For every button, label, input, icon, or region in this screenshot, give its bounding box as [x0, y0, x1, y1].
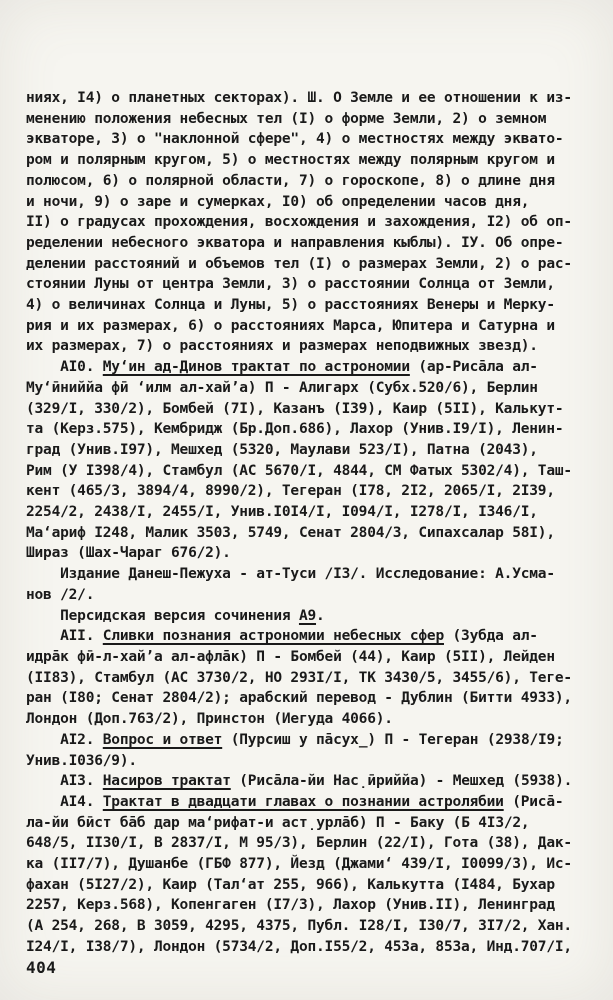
- text-segment: 2257, Керз.568), Копенгаген (I7/3), Лахор (Унив.II), Ленинград: [26, 897, 555, 914]
- text-segment: Персидская версия сочинения: [26, 607, 299, 624]
- text-block: [26, 88, 601, 958]
- text-line: [26, 171, 601, 192]
- underlined-text-segment: Насиров трактат: [102, 773, 231, 790]
- text-segment: их размерах, 7) о расстояниях и размерах неподвижных звезд).: [26, 338, 538, 355]
- text-segment: (Зубда ал-: [443, 628, 538, 645]
- text-line: [26, 295, 601, 316]
- text-segment: (А 254, 268, В 3059, 4295, 4375, Публ. I28/I, I30/7, 3I7/2, Хан.: [26, 918, 572, 935]
- text-line: [26, 564, 601, 585]
- text-line: [26, 585, 601, 606]
- page-number: 404: [26, 958, 57, 977]
- text-segment: экваторе, 3) о "наклонной сфере", 4) о местностях между эквато-: [26, 131, 564, 148]
- text-segment: рия и их размерах, 6) о расстояниях Марса, Юпитера и Сатурна и: [26, 317, 555, 334]
- text-line: [26, 833, 601, 854]
- text-line: [26, 357, 601, 378]
- underlined-text-segment: А9: [298, 607, 317, 624]
- text-segment: менению положения небесных тел (I) о форме Земли, 2) о земном: [26, 110, 547, 127]
- text-segment: ка (II7/7), Душанбе (ГБФ 877), Йезд (Джами‘ 439/I, I0099/3), Ис-: [26, 856, 572, 873]
- text-line: [26, 813, 601, 834]
- text-segment: ниях, I4) о планетных секторах). Ш. О Земле и ее отношении к из-: [26, 90, 572, 106]
- text-segment: (329/I, 330/2), Бомбей (7I), Казанъ (I39), Каир (5II), Калькут-: [26, 400, 564, 417]
- text-line: [26, 378, 601, 399]
- text-line: [26, 792, 601, 813]
- text-segment: кент (465/3, 3894/4, 8990/2), Тегеран (I78, 2I2, 2065/I, 2I39,: [26, 483, 555, 500]
- text-segment: ределении небесного экватора и направления кыблы). IУ. Об опре-: [26, 234, 564, 251]
- text-segment: ран (I80; Сенат 2804/2); арабский перевод - Дублин (Битти 4933),: [26, 690, 572, 707]
- text-segment: Шираз (Шах-Чараг 676/2).: [26, 545, 231, 562]
- text-segment: Му‘ӣниййа фӣ ‘илм ал-хай’а) П - Алигарх (Субх.520/6), Берлин: [26, 379, 538, 396]
- underlined-text-segment: Му‘ин ад-Динов трактат по астрономии: [102, 359, 410, 376]
- text-line: [26, 88, 601, 109]
- text-line: [26, 336, 601, 357]
- text-segment: (Пурсиш у пāсух̲) П - Тегеран (2938/I9;: [222, 731, 564, 748]
- text-line: [26, 254, 601, 275]
- text-line: [26, 606, 601, 627]
- text-line: [26, 895, 601, 916]
- text-segment: (ар-Рисāла ал-: [409, 359, 538, 376]
- text-line: [26, 875, 601, 896]
- underlined-text-segment: Сливки познания астрономии небесных сфер: [102, 628, 444, 645]
- text-line: [26, 192, 601, 213]
- text-segment: (Рисā-: [503, 793, 564, 810]
- text-line: [26, 668, 601, 689]
- underlined-text-segment: Вопрос и ответ: [102, 731, 223, 748]
- text-line: [26, 937, 601, 958]
- text-line: [26, 481, 601, 502]
- text-segment: фахан (5I27/2), Каир (Тал‘ат 255, 966), Калькутта (I484, Бухар: [26, 876, 555, 893]
- text-line: [26, 212, 601, 233]
- text-line: [26, 751, 601, 772]
- text-line: [26, 316, 601, 337]
- text-line: [26, 626, 601, 647]
- text-segment: 648/5, II30/I, В 2837/I, М 95/3), Берлин (22/I), Гота (38), Дак-: [26, 835, 572, 852]
- text-line: [26, 771, 601, 792]
- text-segment: град (Унив.I97), Мешхед (5320, Маулави 523/I), Патна (2043),: [26, 441, 538, 458]
- text-line: [26, 730, 601, 751]
- text-segment: .: [316, 607, 325, 624]
- text-line: [26, 688, 601, 709]
- text-segment: АI4.: [26, 793, 103, 810]
- text-segment: АI2.: [26, 731, 103, 748]
- text-line: [26, 502, 601, 523]
- text-line: [26, 129, 601, 150]
- text-segment: та (Керз.575), Кембридж (Бр.Доп.686), Лахор (Унив.I9/I), Ленин-: [26, 421, 564, 438]
- text-line: [26, 109, 601, 130]
- text-segment: II) о градусах прохождения, восхождения и захождения, I2) об оп-: [26, 214, 572, 231]
- text-segment: Лондон (Доп.763/2), Принстон (Иегуда 4066).: [26, 711, 393, 728]
- text-line: [26, 150, 601, 171]
- text-line: [26, 274, 601, 295]
- text-segment: делении расстояний и объемов тел (I) о размерах Земли, 2) о рас-: [26, 255, 572, 272]
- text-segment: Унив.I036/9).: [26, 752, 137, 769]
- underlined-text-segment: Трактат в двадцати главах о познании астролябии: [102, 793, 504, 810]
- text-segment: АII.: [26, 628, 103, 645]
- text-segment: (II83), Стамбул (АС 3730/2, НО 293I/I, ТК 3430/5, 3455/6), Теге-: [26, 669, 572, 686]
- text-line: [26, 419, 601, 440]
- text-segment: ла-йи бӣст бāб дар ма‘рифат-и аст̣урлāб) П - Баку (Б 4I3/2,: [26, 814, 530, 831]
- text-segment: (Рисāла-йи Нас̣ӣриййа) - Мешхед (5938).: [230, 773, 573, 790]
- text-segment: АI0.: [26, 359, 103, 376]
- text-segment: Издание Данеш-Пежуха - ат-Туси /I3/. Исследование: А.Усма-: [26, 566, 555, 583]
- text-segment: 2254/2, 2438/I, 2455/I, Унив.I0I4/I, I094/I, I278/I, I346/I,: [26, 504, 538, 521]
- text-segment: ром и полярным кругом, 5) о местностях между полярным кругом и: [26, 152, 555, 169]
- text-line: [26, 440, 601, 461]
- text-line: [26, 461, 601, 482]
- text-line: [26, 399, 601, 420]
- text-segment: полюсом, 6) о полярной области, 7) о гороскопе, 8) о длине дня: [26, 172, 555, 189]
- text-segment: идрāк фӣ-л-хай’а ал-афлāк) П - Бомбей (44), Каир (5II), Лейден: [26, 648, 555, 665]
- text-segment: Рим (У I398/4), Стамбул (АС 5670/I, 4844, СМ Фатых 5302/4), Таш-: [26, 462, 572, 479]
- text-line: [26, 709, 601, 730]
- text-line: [26, 916, 601, 937]
- text-segment: Ма‘ариф I248, Малик 3503, 5749, Сенат 2804/3, Сипахсалар 58I),: [26, 524, 555, 541]
- text-segment: АI3.: [26, 773, 103, 790]
- text-segment: и ночи, 9) о заре и сумерках, I0) об определении часов дня,: [26, 193, 530, 210]
- text-line: [26, 854, 601, 875]
- text-line: [26, 233, 601, 254]
- text-segment: 4) о величинах Солнца и Луны, 5) о расстояниях Венеры и Мерку-: [26, 297, 555, 314]
- text-segment: I24/I, I38/7), Лондон (5734/2, Доп.I55/2, 453а, 853а, Инд.707/I,: [26, 938, 572, 955]
- text-line: [26, 543, 601, 564]
- text-segment: нов /2/.: [26, 586, 95, 603]
- text-segment: стоянии Луны от центра Земли, 3) о расстоянии Солнца от Земли,: [26, 276, 555, 293]
- text-line: [26, 523, 601, 544]
- text-line: [26, 647, 601, 668]
